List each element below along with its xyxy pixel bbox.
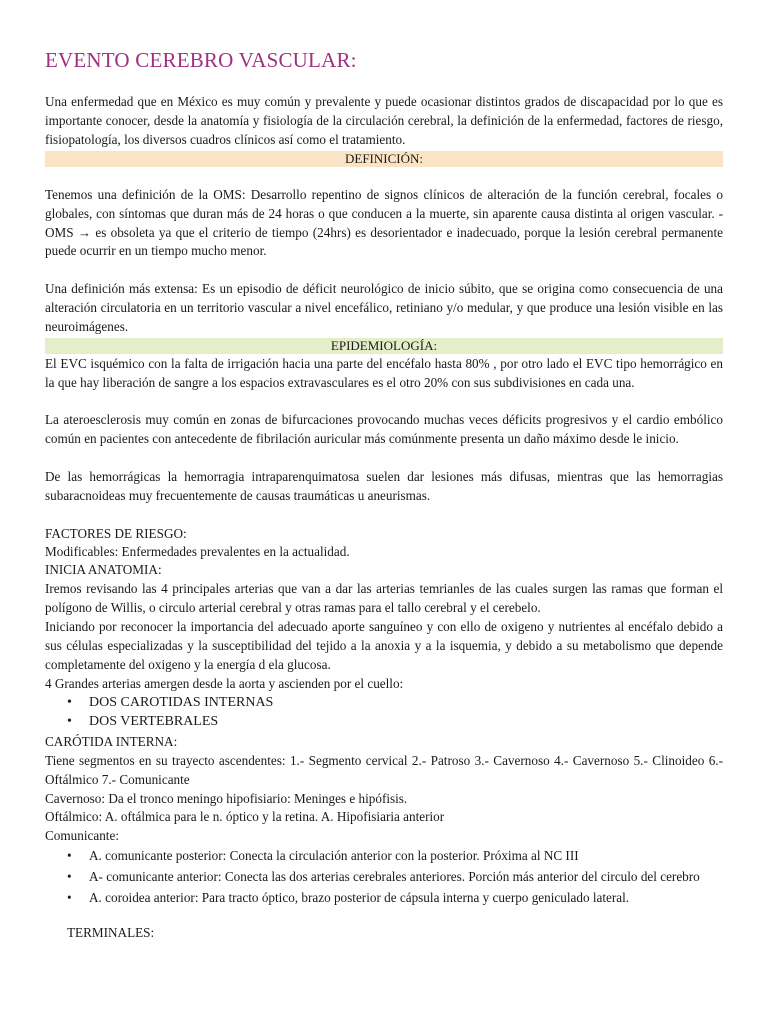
epidemiologia-heading: EPIDEMIOLOGÍA: bbox=[45, 338, 723, 354]
terminales-heading: TERMINALES: bbox=[67, 925, 155, 940]
anatomia-paragraph-1: Iremos revisando las 4 principales arterias que van a dar las arterias temrianles de las cuales surgen las ramas que forman el polígono de Willis, o circulo arterial cerebral y otras ramas para el tallo cerebral y el cerebelo. bbox=[45, 581, 723, 615]
definicion-paragraph-2: Una definición más extensa: Es un episodio de déficit neurológico de inicio súbito, que se origina como consecuencia de una alteración circulatoria en un territorio vascular a nivel encefálico, retiniano y/o medular, y que produce una lesión visible en las neuroimágenes. bbox=[45, 281, 723, 334]
list-item-text: DOS CAROTIDAS INTERNAS bbox=[89, 695, 274, 710]
list-item-text: A- comunicante anterior: Conecta las dos arterias cerebrales anteriores. Porción más anterior del circulo del cerebro bbox=[89, 868, 700, 884]
list-item-text: A. coroidea anterior: Para tracto óptico, brazo posterior de cápsula interna y cuerpo geniculado lateral. bbox=[89, 889, 630, 905]
comunicante-heading: Comunicante: bbox=[45, 828, 119, 843]
grandes-arterias-line: 4 Grandes arterias amergen desde la aorta y ascienden por el cuello: bbox=[45, 676, 404, 691]
inicia-anatomia-heading: INICIA ANATOMIA: bbox=[45, 562, 162, 577]
bullet-icon: • bbox=[67, 714, 72, 729]
factores-heading: FACTORES DE RIESGO: bbox=[45, 526, 187, 541]
list-item bbox=[65, 868, 723, 887]
bullet-icon: • bbox=[67, 889, 72, 905]
bullet-icon: • bbox=[67, 695, 72, 710]
epidemiologia-paragraph-1: El EVC isquémico con la falta de irrigación hacia una parte del encéfalo hasta 80% , por otro lado el EVC tipo hemorrágico en la que hay liberación de sangre a los espacios extravasculares es el otro 20% con sus subdivisiones en cada una. bbox=[45, 356, 723, 390]
epidemiologia-paragraph-3: De las hemorrágicas la hemorragia intraparenquimatosa suelen dar lesiones más difusas, mientras que las hemorragias subaracnoideas muy frecuentemente de causas traumáticas u aneurismas. bbox=[45, 469, 723, 503]
list-item bbox=[65, 712, 273, 731]
list-item-text: A. comunicante posterior: Conecta la circulación anterior con la posterior. Próxima al NC III bbox=[89, 848, 579, 863]
comunicante-list bbox=[65, 847, 723, 907]
carotida-heading: CARÓTIDA INTERNA: bbox=[45, 734, 178, 749]
list-item bbox=[65, 847, 723, 866]
intro-paragraph: Una enfermedad que en México es muy común y prevalente y puede ocasionar distintos grados de discapacidad por lo que es importante conocer, desde la anatomía y fisiología de la circulación cerebral, la definición de la enfermedad, factores de riesgo, fisiopatología, los diversos cuadros clínicos así como el tratamiento. bbox=[45, 94, 723, 147]
carotida-paragraph: Tiene segmentos en su trayecto ascendentes: 1.- Segmento cervical 2.- Patroso 3.- Cavernoso 4.- Cavernoso 5.- Clinoideo 6.- Oftálmico 7.- Comunicante bbox=[45, 753, 723, 787]
definicion-heading: DEFINICIÓN: bbox=[45, 151, 723, 167]
list-item bbox=[65, 693, 273, 712]
cavernoso-line: Cavernoso: Da el tronco meningo hipofisiario: Meninges e hipófisis. bbox=[45, 791, 408, 806]
list-item-text: DOS VERTEBRALES bbox=[89, 714, 219, 729]
anatomia-paragraph-2: Iniciando por reconocer la importancia del adecuado aporte sanguíneo y con ello de oxigeno y nutrientes al encéfalo debido a sus células especializadas y la susceptibilidad del tejido a la anoxia y a la isquemia, y debido a su metabolismo que depende completamente del oxigeno y la energía d ela glucosa. bbox=[45, 619, 723, 672]
arterias-list bbox=[65, 693, 273, 731]
bullet-icon: • bbox=[67, 848, 72, 863]
bullet-icon: • bbox=[67, 868, 72, 884]
list-item bbox=[65, 889, 723, 908]
definicion-paragraph-1: Tenemos una definición de la OMS: Desarrollo repentino de signos clínicos de alteración de la función cerebral, focales o globales, con síntomas que duran más de 24 horas o que conducen a la muerte, sin aparente causa distinta al origen vascular. -OMS → es obsoleta ya que el criterio de tiempo (24hrs) es desorientador e inadecuado, porque la lesión cerebral permanente puede ocurrir en un tiempo mucho menor. bbox=[45, 187, 723, 259]
oftalmico-line: Oftálmico: A. oftálmica para le n. óptico y la retina. A. Hipofisiaria anterior bbox=[45, 809, 445, 824]
document-title: EVENTO CEREBRO VASCULAR: bbox=[45, 48, 357, 72]
epidemiologia-paragraph-2: La ateroesclerosis muy común en zonas de bifurcaciones provocando muchas veces déficits progresivos y el cardio embólico común en pacientes con antecedente de fibrilación auricular más comúnmente presenta un daño máximo desde le inicio. bbox=[45, 412, 723, 446]
modificables-line: Modificables: Enfermedades prevalentes en la actualidad. bbox=[45, 544, 350, 559]
